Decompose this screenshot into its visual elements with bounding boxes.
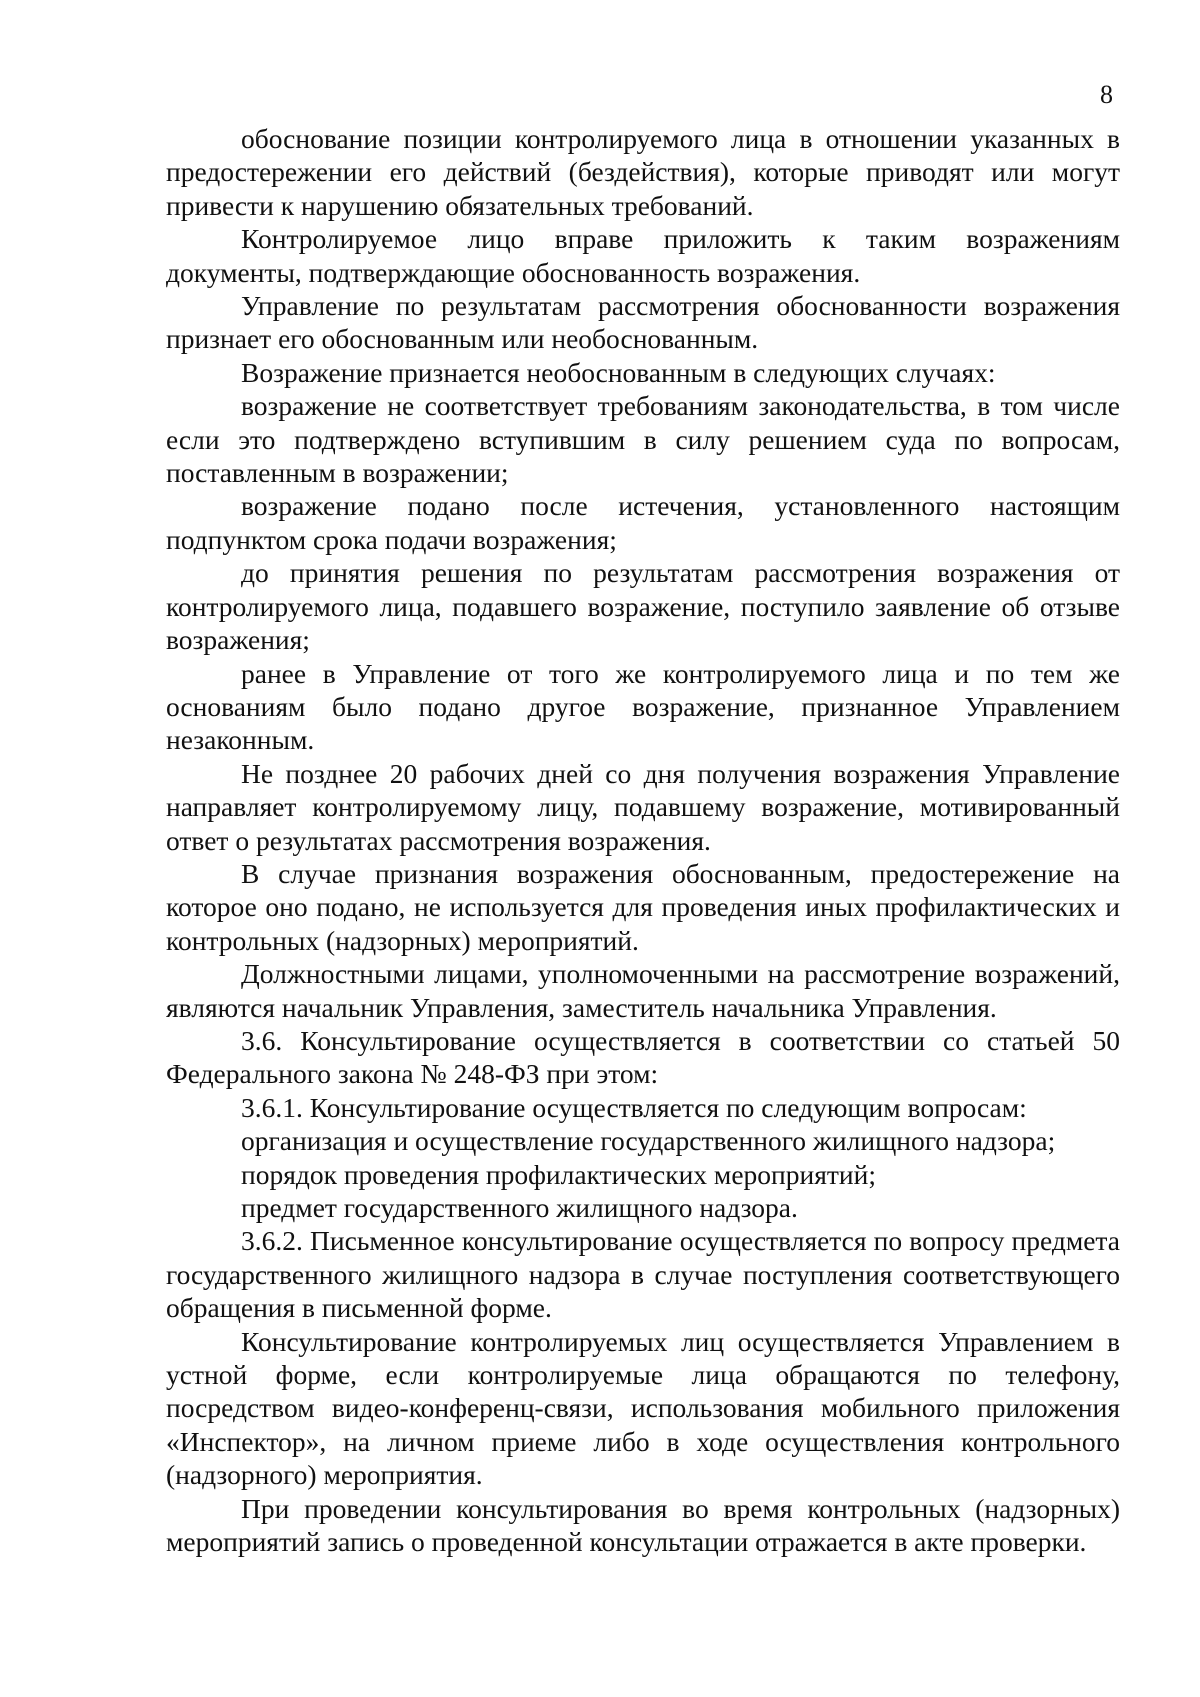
- paragraph-4: Возражение признается необоснованным в следующих случаях:: [241, 356, 996, 388]
- paragraph-9: Не позднее 20 рабочих дней со дня получения возражения Управление направляет контролируемому лицу, подавшему возражение, мотивированный ответ о результатах рассмотрения возражения.: [166, 757, 1120, 856]
- paragraph-10: В случае признания возражения обоснованным, предостережение на которое оно подано, не используется для проведения иных профилактических и контрольных (надзорных) мероприятий.: [166, 857, 1120, 956]
- page-number: 8: [1100, 80, 1113, 109]
- paragraph-14: организация и осуществление государственного жилищного надзора;: [241, 1125, 1056, 1157]
- paragraph-19: При проведении консультирования во время контрольных (надзорных) мероприятий запись о проведенной консультации отражается в акте проверки.: [166, 1492, 1120, 1558]
- paragraph-1: обоснование позиции контролируемого лица в отношении указанных в предостережении его действий (бездействия), которые приводят или могут привести к нарушению обязательных требований.: [166, 123, 1120, 221]
- paragraph-7: до принятия решения по результатам рассмотрения возражения от контролируемого лица, подавшего возражение, поступило заявление об отзыве возражения;: [166, 557, 1120, 656]
- paragraph-6: возражение подано после истечения, установленного настоящим подпунктом срока подачи возражения;: [166, 490, 1120, 555]
- paragraph-11: Должностными лицами, уполномоченными на рассмотрение возражений, являются начальник Управления, заместитель начальника Управления.: [166, 958, 1120, 1023]
- paragraph-18: Консультирование контролируемых лиц осуществляется Управлением в устной форме, если контролируемые лица обращаются по телефону, посредством видео-конференц-связи, использования мобильного приложения «Инспектор», на личном приеме либо в ходе осуществления контрольного (надзорного) мероприятия.: [166, 1325, 1120, 1491]
- paragraph-2: Контролируемое лицо вправе приложить к таким возражениям документы, подтверждающие обоснованность возражения.: [166, 223, 1120, 288]
- paragraph-12: 3.6. Консультирование осуществляется в соответствии со статьей 50 Федерального закона № 248-ФЗ при этом:: [166, 1024, 1120, 1090]
- paragraph-15: порядок проведения профилактических мероприятий;: [241, 1158, 876, 1190]
- paragraph-8: ранее в Управление от того же контролируемого лица и по тем же основаниям было подано другое возражение, признанное Управлением незаконным.: [166, 657, 1120, 756]
- document-body: [166, 122, 1120, 1558]
- paragraph-16: предмет государственного жилищного надзора.: [241, 1192, 798, 1223]
- paragraph-5: возражение не соответствует требованиям законодательства, в том числе если это подтверждено вступившим в силу решением суда по вопросам, поставленным в возражении;: [166, 390, 1120, 489]
- paragraph-3: Управление по результатам рассмотрения обоснованности возражения признает его обоснованным или необоснованным.: [166, 290, 1120, 355]
- paragraph-13: 3.6.1. Консультирование осуществляется по следующим вопросам:: [241, 1091, 1027, 1123]
- paragraph-17: 3.6.2. Письменное консультирование осуществляется по вопросу предмета государственного жилищного надзора в случае поступления соответствующего обращения в письменной форме.: [166, 1225, 1120, 1324]
